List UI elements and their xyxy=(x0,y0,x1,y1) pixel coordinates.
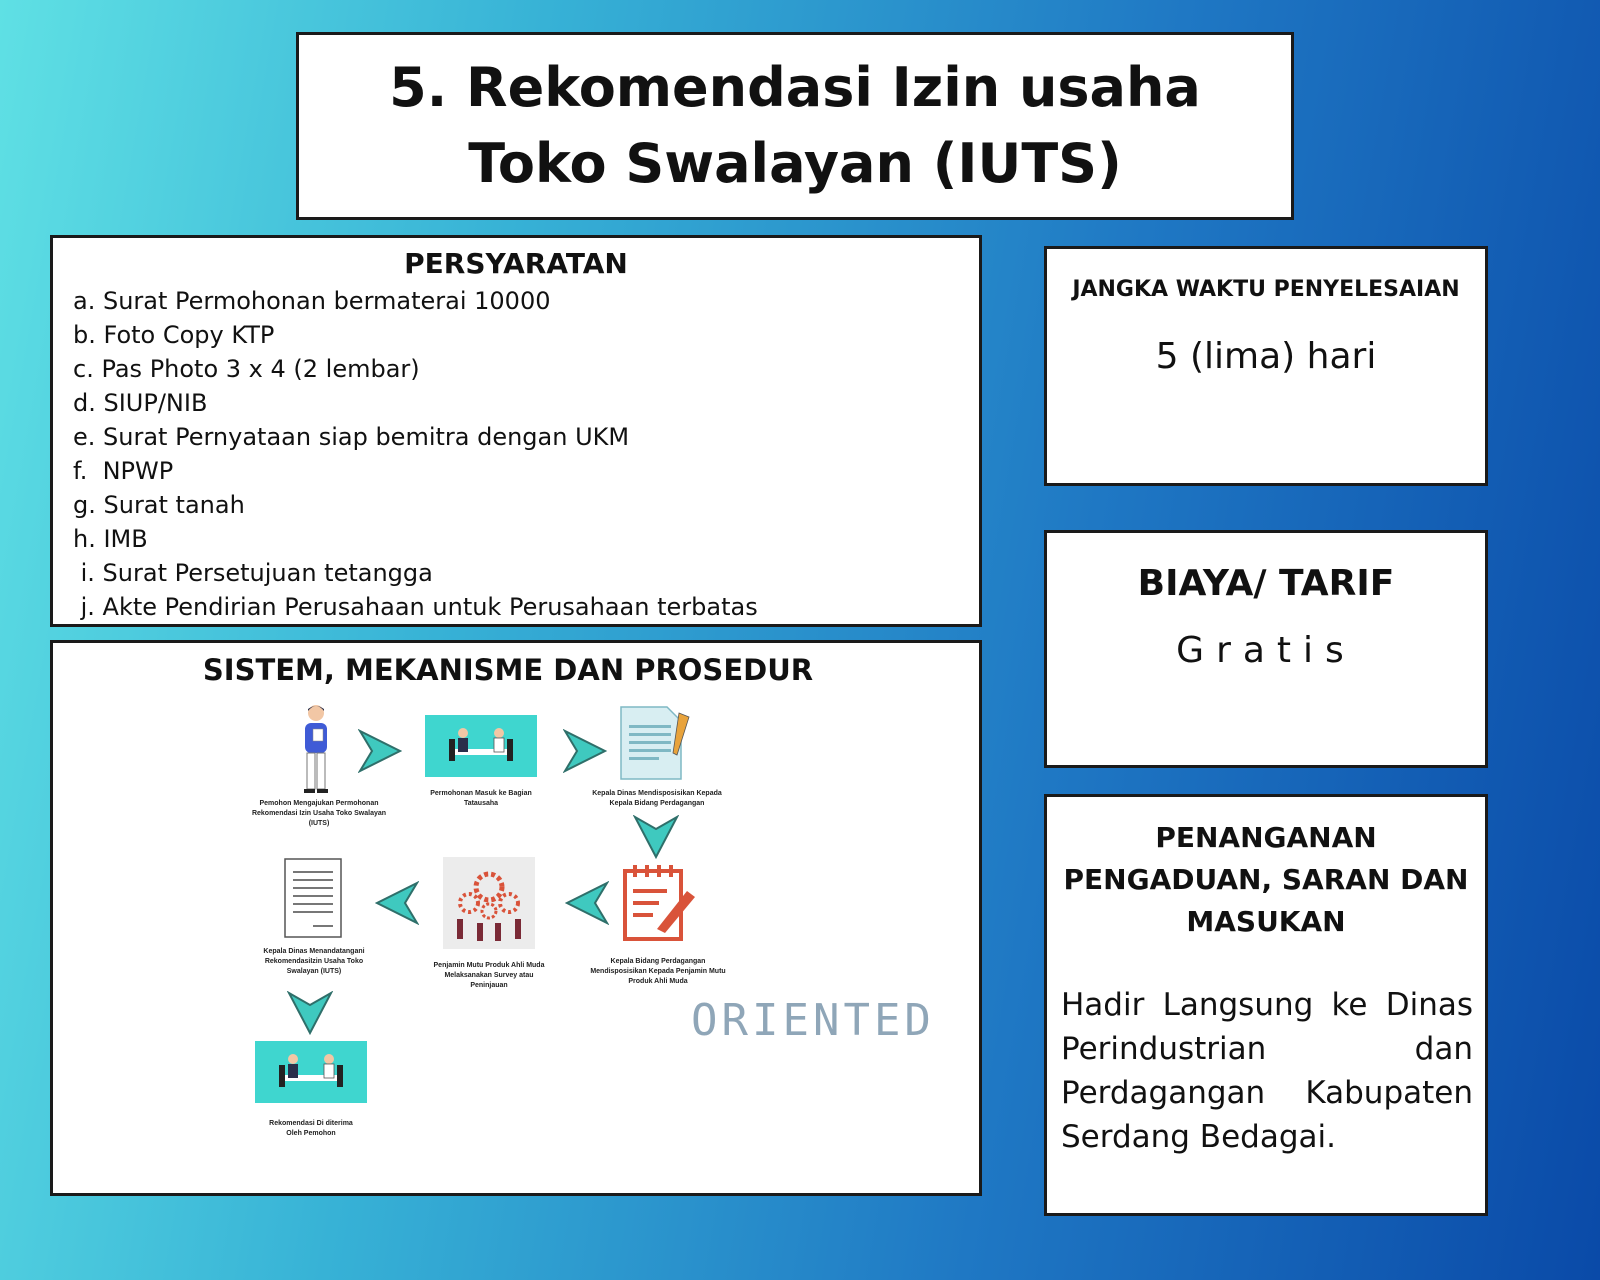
arrow-right-icon xyxy=(563,729,607,773)
cost-value: Gratis xyxy=(1176,630,1356,671)
requirement-item: a. Surat Permohonan bermaterai 10000 xyxy=(73,287,551,315)
step-caption: Pemohon Mengajukan Permohonan Rekomendasi Izin Usaha Toko Swalayan (IUTS) xyxy=(251,800,387,827)
requirement-item: e. Surat Pernyataan siap bemitra dengan UKM xyxy=(73,423,630,451)
step-caption: Rekomendasi Di diterima Oleh Pemohon xyxy=(269,1120,353,1137)
title-box xyxy=(296,32,1294,220)
document-icon xyxy=(283,857,343,939)
requirement-item: b. Foto Copy KTP xyxy=(73,321,275,349)
requirements-heading: PERSYARATAN xyxy=(404,247,628,280)
complaints-box xyxy=(1044,794,1488,1216)
completion-time-box xyxy=(1044,246,1488,486)
requirements-list xyxy=(73,284,959,624)
requirement-item: h. IMB xyxy=(73,525,148,553)
step-caption: Kepala Bidang Perdagangan Mendisposisikan Kepada Penjamin Mutu Produk Ahli Muda xyxy=(590,958,726,985)
arrow-left-icon xyxy=(375,881,419,925)
procedure-box xyxy=(50,640,982,1196)
meeting-desk-icon xyxy=(255,1041,367,1103)
cost-heading: BIAYA/ TARIF xyxy=(1137,563,1395,604)
meeting-desk-icon xyxy=(425,715,537,777)
requirement-item: c. Pas Photo 3 x 4 (2 lembar) xyxy=(73,355,420,383)
arrow-left-icon xyxy=(565,881,609,925)
arrow-right-icon xyxy=(358,729,402,773)
complaints-heading: PENANGANAN PENGADUAN, SARAN DAN MASUKAN xyxy=(1063,821,1469,938)
page-title: 5. Rekomendasi Izin usaha Toko Swalayan (IUTS) xyxy=(389,56,1201,195)
requirement-item: g. Surat tanah xyxy=(73,491,245,519)
procedure-heading: SISTEM, MEKANISME DAN PROSEDUR xyxy=(202,653,814,687)
gears-team-icon xyxy=(443,857,535,949)
arrow-down-icon xyxy=(287,991,333,1035)
requirement-item: f. NPWP xyxy=(73,457,174,485)
requirement-item: d. SIUP/NIB xyxy=(73,389,208,417)
requirement-item: i. Surat Persetujuan tetangga xyxy=(73,559,433,587)
document-pen-icon xyxy=(619,705,695,781)
complaints-text: Hadir Langsung ke Dinas Perindustrian dan Perdagangan Kabupaten Serdang Bedagai. xyxy=(1061,987,1473,1155)
watermark: ORIENTED xyxy=(691,995,935,1046)
arrow-down-icon xyxy=(633,815,679,859)
clipboard-pencil-icon xyxy=(621,863,697,943)
applicant-person-icon xyxy=(291,703,341,795)
cost-box xyxy=(1044,530,1488,768)
step-caption: Kepala Dinas Menandatangani RekomendasiIzin Usaha Toko Swalayan (IUTS) xyxy=(263,948,365,975)
step-caption: Penjamin Mutu Produk Ahli Muda Melaksanakan Survey atau Peninjauan xyxy=(433,962,545,989)
completion-time-value: 5 (lima) hari xyxy=(1155,336,1377,377)
requirement-item: j. Akte Pendirian Perusahaan untuk Perusahaan terbatas xyxy=(73,593,758,621)
step-caption: Kepala Dinas Mendisposisikan Kepada Kepala Bidang Perdagangan xyxy=(592,790,722,807)
step-caption: Permohonan Masuk ke Bagian Tatausaha xyxy=(430,790,532,807)
requirements-box xyxy=(50,235,982,627)
completion-time-heading: JANGKA WAKTU PENYELESAIAN xyxy=(1072,277,1460,302)
